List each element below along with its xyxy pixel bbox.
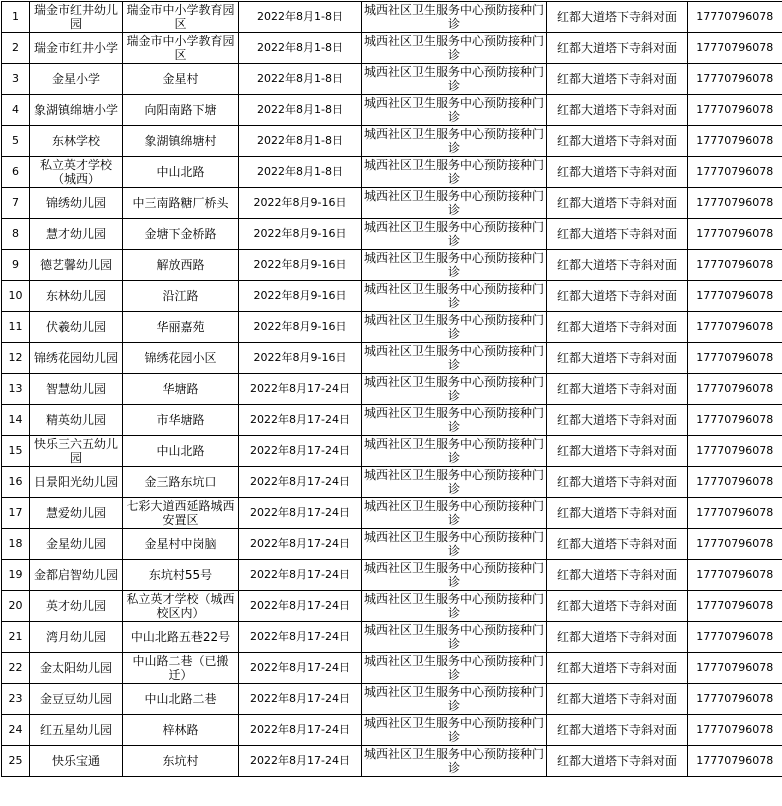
school-location-cell: 中山北路 <box>123 157 239 188</box>
school-location-cell: 沿江路 <box>123 281 239 312</box>
school-name-cell: 东林幼儿园 <box>30 281 123 312</box>
table-row <box>2 281 782 312</box>
vaccination-date-cell: 2022年8月17-24日 <box>239 436 362 467</box>
vaccination-date-cell: 2022年8月17-24日 <box>239 560 362 591</box>
contact-phone-cell: 17770796078 <box>688 64 782 95</box>
row-number-cell: 5 <box>2 126 30 157</box>
table-row <box>2 529 782 560</box>
clinic-address-cell: 红都大道塔下寺斜对面 <box>547 157 688 188</box>
row-number-cell: 15 <box>2 436 30 467</box>
school-name-cell: 快乐三六五幼儿园 <box>30 436 123 467</box>
contact-phone-cell: 17770796078 <box>688 95 782 126</box>
table-row <box>2 2 782 33</box>
row-number-cell: 4 <box>2 95 30 126</box>
clinic-address-cell: 红都大道塔下寺斜对面 <box>547 591 688 622</box>
table-row <box>2 95 782 126</box>
table-row <box>2 715 782 746</box>
vaccination-date-cell: 2022年8月9-16日 <box>239 312 362 343</box>
table-row <box>2 64 782 95</box>
school-location-cell: 华丽嘉苑 <box>123 312 239 343</box>
vaccination-schedule-table <box>1 1 782 777</box>
table-row <box>2 560 782 591</box>
table-body <box>2 2 782 777</box>
row-number-cell: 25 <box>2 746 30 777</box>
row-number-cell: 20 <box>2 591 30 622</box>
school-location-cell: 中山北路二巷 <box>123 684 239 715</box>
vaccination-date-cell: 2022年8月1-8日 <box>239 33 362 64</box>
clinic-name-cell: 城西社区卫生服务中心预防接种门诊 <box>362 343 547 374</box>
school-location-cell: 七彩大道西延路城西安置区 <box>123 498 239 529</box>
contact-phone-cell: 17770796078 <box>688 405 782 436</box>
school-name-cell: 精英幼儿园 <box>30 405 123 436</box>
contact-phone-cell: 17770796078 <box>688 219 782 250</box>
clinic-name-cell: 城西社区卫生服务中心预防接种门诊 <box>362 250 547 281</box>
table-row <box>2 622 782 653</box>
school-location-cell: 华塘路 <box>123 374 239 405</box>
table-row <box>2 157 782 188</box>
school-name-cell: 湾月幼儿园 <box>30 622 123 653</box>
school-location-cell: 中山北路五巷22号 <box>123 622 239 653</box>
table-row <box>2 126 782 157</box>
clinic-name-cell: 城西社区卫生服务中心预防接种门诊 <box>362 529 547 560</box>
school-location-cell: 中三南路糖厂桥头 <box>123 188 239 219</box>
school-location-cell: 东坑村 <box>123 746 239 777</box>
clinic-address-cell: 红都大道塔下寺斜对面 <box>547 188 688 219</box>
clinic-name-cell: 城西社区卫生服务中心预防接种门诊 <box>362 374 547 405</box>
school-name-cell: 日景阳光幼儿园 <box>30 467 123 498</box>
table-row <box>2 591 782 622</box>
row-number-cell: 23 <box>2 684 30 715</box>
table-row <box>2 374 782 405</box>
table-row <box>2 188 782 219</box>
contact-phone-cell: 17770796078 <box>688 374 782 405</box>
vaccination-date-cell: 2022年8月1-8日 <box>239 126 362 157</box>
row-number-cell: 16 <box>2 467 30 498</box>
vaccination-date-cell: 2022年8月1-8日 <box>239 64 362 95</box>
clinic-address-cell: 红都大道塔下寺斜对面 <box>547 746 688 777</box>
vaccination-date-cell: 2022年8月17-24日 <box>239 746 362 777</box>
row-number-cell: 11 <box>2 312 30 343</box>
clinic-name-cell: 城西社区卫生服务中心预防接种门诊 <box>362 715 547 746</box>
row-number-cell: 2 <box>2 33 30 64</box>
clinic-name-cell: 城西社区卫生服务中心预防接种门诊 <box>362 33 547 64</box>
school-name-cell: 伏羲幼儿园 <box>30 312 123 343</box>
clinic-address-cell: 红都大道塔下寺斜对面 <box>547 653 688 684</box>
vaccination-date-cell: 2022年8月17-24日 <box>239 529 362 560</box>
vaccination-date-cell: 2022年8月17-24日 <box>239 684 362 715</box>
clinic-address-cell: 红都大道塔下寺斜对面 <box>547 684 688 715</box>
school-location-cell: 东坑村55号 <box>123 560 239 591</box>
school-location-cell: 金三路东坑口 <box>123 467 239 498</box>
vaccination-date-cell: 2022年8月17-24日 <box>239 374 362 405</box>
clinic-name-cell: 城西社区卫生服务中心预防接种门诊 <box>362 188 547 219</box>
table-row <box>2 498 782 529</box>
clinic-name-cell: 城西社区卫生服务中心预防接种门诊 <box>362 622 547 653</box>
table-row <box>2 250 782 281</box>
clinic-address-cell: 红都大道塔下寺斜对面 <box>547 219 688 250</box>
school-location-cell: 金星村中岗脑 <box>123 529 239 560</box>
school-name-cell: 英才幼儿园 <box>30 591 123 622</box>
contact-phone-cell: 17770796078 <box>688 622 782 653</box>
clinic-address-cell: 红都大道塔下寺斜对面 <box>547 281 688 312</box>
school-name-cell: 瑞金市红井幼儿园 <box>30 2 123 33</box>
clinic-address-cell: 红都大道塔下寺斜对面 <box>547 64 688 95</box>
school-name-cell: 慧才幼儿园 <box>30 219 123 250</box>
row-number-cell: 12 <box>2 343 30 374</box>
clinic-address-cell: 红都大道塔下寺斜对面 <box>547 250 688 281</box>
clinic-address-cell: 红都大道塔下寺斜对面 <box>547 343 688 374</box>
school-location-cell: 中山北路 <box>123 436 239 467</box>
row-number-cell: 18 <box>2 529 30 560</box>
contact-phone-cell: 17770796078 <box>688 684 782 715</box>
vaccination-date-cell: 2022年8月1-8日 <box>239 157 362 188</box>
row-number-cell: 3 <box>2 64 30 95</box>
row-number-cell: 14 <box>2 405 30 436</box>
school-name-cell: 快乐宝通 <box>30 746 123 777</box>
vaccination-date-cell: 2022年8月17-24日 <box>239 591 362 622</box>
school-name-cell: 锦绣花园幼儿园 <box>30 343 123 374</box>
clinic-address-cell: 红都大道塔下寺斜对面 <box>547 95 688 126</box>
clinic-name-cell: 城西社区卫生服务中心预防接种门诊 <box>362 653 547 684</box>
contact-phone-cell: 17770796078 <box>688 33 782 64</box>
clinic-address-cell: 红都大道塔下寺斜对面 <box>547 312 688 343</box>
clinic-address-cell: 红都大道塔下寺斜对面 <box>547 436 688 467</box>
table-row <box>2 343 782 374</box>
clinic-name-cell: 城西社区卫生服务中心预防接种门诊 <box>362 126 547 157</box>
vaccination-date-cell: 2022年8月9-16日 <box>239 250 362 281</box>
contact-phone-cell: 17770796078 <box>688 467 782 498</box>
contact-phone-cell: 17770796078 <box>688 653 782 684</box>
vaccination-date-cell: 2022年8月17-24日 <box>239 405 362 436</box>
contact-phone-cell: 17770796078 <box>688 715 782 746</box>
school-name-cell: 慧爱幼儿园 <box>30 498 123 529</box>
vaccination-date-cell: 2022年8月17-24日 <box>239 467 362 498</box>
school-location-cell: 瑞金市中小学教育园区 <box>123 2 239 33</box>
row-number-cell: 19 <box>2 560 30 591</box>
table-row <box>2 405 782 436</box>
clinic-name-cell: 城西社区卫生服务中心预防接种门诊 <box>362 684 547 715</box>
row-number-cell: 6 <box>2 157 30 188</box>
school-location-cell: 私立英才学校（城西校区内） <box>123 591 239 622</box>
school-location-cell: 瑞金市中小学教育园区 <box>123 33 239 64</box>
school-location-cell: 象湖镇绵塘村 <box>123 126 239 157</box>
row-number-cell: 17 <box>2 498 30 529</box>
contact-phone-cell: 17770796078 <box>688 281 782 312</box>
vaccination-date-cell: 2022年8月17-24日 <box>239 653 362 684</box>
school-location-cell: 解放西路 <box>123 250 239 281</box>
clinic-address-cell: 红都大道塔下寺斜对面 <box>547 33 688 64</box>
table-row <box>2 219 782 250</box>
clinic-address-cell: 红都大道塔下寺斜对面 <box>547 529 688 560</box>
school-name-cell: 德艺馨幼儿园 <box>30 250 123 281</box>
contact-phone-cell: 17770796078 <box>688 560 782 591</box>
clinic-address-cell: 红都大道塔下寺斜对面 <box>547 374 688 405</box>
table-row <box>2 746 782 777</box>
row-number-cell: 8 <box>2 219 30 250</box>
school-location-cell: 锦绣花园小区 <box>123 343 239 374</box>
vaccination-date-cell: 2022年8月17-24日 <box>239 715 362 746</box>
clinic-name-cell: 城西社区卫生服务中心预防接种门诊 <box>362 405 547 436</box>
school-location-cell: 向阳南路下塘 <box>123 95 239 126</box>
clinic-address-cell: 红都大道塔下寺斜对面 <box>547 405 688 436</box>
school-name-cell: 金太阳幼儿园 <box>30 653 123 684</box>
table-row <box>2 312 782 343</box>
contact-phone-cell: 17770796078 <box>688 157 782 188</box>
vaccination-date-cell: 2022年8月9-16日 <box>239 219 362 250</box>
clinic-name-cell: 城西社区卫生服务中心预防接种门诊 <box>362 95 547 126</box>
row-number-cell: 22 <box>2 653 30 684</box>
contact-phone-cell: 17770796078 <box>688 312 782 343</box>
row-number-cell: 9 <box>2 250 30 281</box>
row-number-cell: 13 <box>2 374 30 405</box>
row-number-cell: 21 <box>2 622 30 653</box>
contact-phone-cell: 17770796078 <box>688 436 782 467</box>
vaccination-date-cell: 2022年8月9-16日 <box>239 343 362 374</box>
row-number-cell: 10 <box>2 281 30 312</box>
clinic-address-cell: 红都大道塔下寺斜对面 <box>547 126 688 157</box>
school-name-cell: 金豆豆幼儿园 <box>30 684 123 715</box>
school-name-cell: 锦绣幼儿园 <box>30 188 123 219</box>
clinic-address-cell: 红都大道塔下寺斜对面 <box>547 715 688 746</box>
school-name-cell: 瑞金市红井小学 <box>30 33 123 64</box>
contact-phone-cell: 17770796078 <box>688 2 782 33</box>
school-name-cell: 东林学校 <box>30 126 123 157</box>
clinic-address-cell: 红都大道塔下寺斜对面 <box>547 560 688 591</box>
clinic-name-cell: 城西社区卫生服务中心预防接种门诊 <box>362 467 547 498</box>
row-number-cell: 1 <box>2 2 30 33</box>
school-name-cell: 金星幼儿园 <box>30 529 123 560</box>
contact-phone-cell: 17770796078 <box>688 746 782 777</box>
school-name-cell: 金都启智幼儿园 <box>30 560 123 591</box>
school-location-cell: 金塘下金桥路 <box>123 219 239 250</box>
row-number-cell: 7 <box>2 188 30 219</box>
clinic-address-cell: 红都大道塔下寺斜对面 <box>547 467 688 498</box>
clinic-name-cell: 城西社区卫生服务中心预防接种门诊 <box>362 64 547 95</box>
vaccination-date-cell: 2022年8月17-24日 <box>239 498 362 529</box>
vaccination-date-cell: 2022年8月1-8日 <box>239 95 362 126</box>
contact-phone-cell: 17770796078 <box>688 529 782 560</box>
school-name-cell: 红五星幼儿园 <box>30 715 123 746</box>
contact-phone-cell: 17770796078 <box>688 591 782 622</box>
school-name-cell: 智慧幼儿园 <box>30 374 123 405</box>
clinic-name-cell: 城西社区卫生服务中心预防接种门诊 <box>362 498 547 529</box>
clinic-name-cell: 城西社区卫生服务中心预防接种门诊 <box>362 746 547 777</box>
school-location-cell: 市华塘路 <box>123 405 239 436</box>
table-row <box>2 33 782 64</box>
vaccination-date-cell: 2022年8月17-24日 <box>239 622 362 653</box>
school-location-cell: 金星村 <box>123 64 239 95</box>
clinic-name-cell: 城西社区卫生服务中心预防接种门诊 <box>362 560 547 591</box>
row-number-cell: 24 <box>2 715 30 746</box>
school-location-cell: 梓林路 <box>123 715 239 746</box>
table-row <box>2 467 782 498</box>
vaccination-date-cell: 2022年8月1-8日 <box>239 2 362 33</box>
school-location-cell: 中山路二巷（已搬迁） <box>123 653 239 684</box>
contact-phone-cell: 17770796078 <box>688 498 782 529</box>
contact-phone-cell: 17770796078 <box>688 343 782 374</box>
clinic-address-cell: 红都大道塔下寺斜对面 <box>547 622 688 653</box>
table-row <box>2 684 782 715</box>
clinic-name-cell: 城西社区卫生服务中心预防接种门诊 <box>362 157 547 188</box>
vaccination-date-cell: 2022年8月9-16日 <box>239 281 362 312</box>
contact-phone-cell: 17770796078 <box>688 188 782 219</box>
clinic-name-cell: 城西社区卫生服务中心预防接种门诊 <box>362 219 547 250</box>
clinic-name-cell: 城西社区卫生服务中心预防接种门诊 <box>362 281 547 312</box>
vaccination-date-cell: 2022年8月9-16日 <box>239 188 362 219</box>
clinic-name-cell: 城西社区卫生服务中心预防接种门诊 <box>362 436 547 467</box>
school-name-cell: 私立英才学校（城西） <box>30 157 123 188</box>
clinic-address-cell: 红都大道塔下寺斜对面 <box>547 498 688 529</box>
clinic-name-cell: 城西社区卫生服务中心预防接种门诊 <box>362 2 547 33</box>
contact-phone-cell: 17770796078 <box>688 250 782 281</box>
school-name-cell: 金星小学 <box>30 64 123 95</box>
clinic-name-cell: 城西社区卫生服务中心预防接种门诊 <box>362 591 547 622</box>
contact-phone-cell: 17770796078 <box>688 126 782 157</box>
school-name-cell: 象湖镇绵塘小学 <box>30 95 123 126</box>
table-row <box>2 436 782 467</box>
clinic-address-cell: 红都大道塔下寺斜对面 <box>547 2 688 33</box>
table-row <box>2 653 782 684</box>
clinic-name-cell: 城西社区卫生服务中心预防接种门诊 <box>362 312 547 343</box>
